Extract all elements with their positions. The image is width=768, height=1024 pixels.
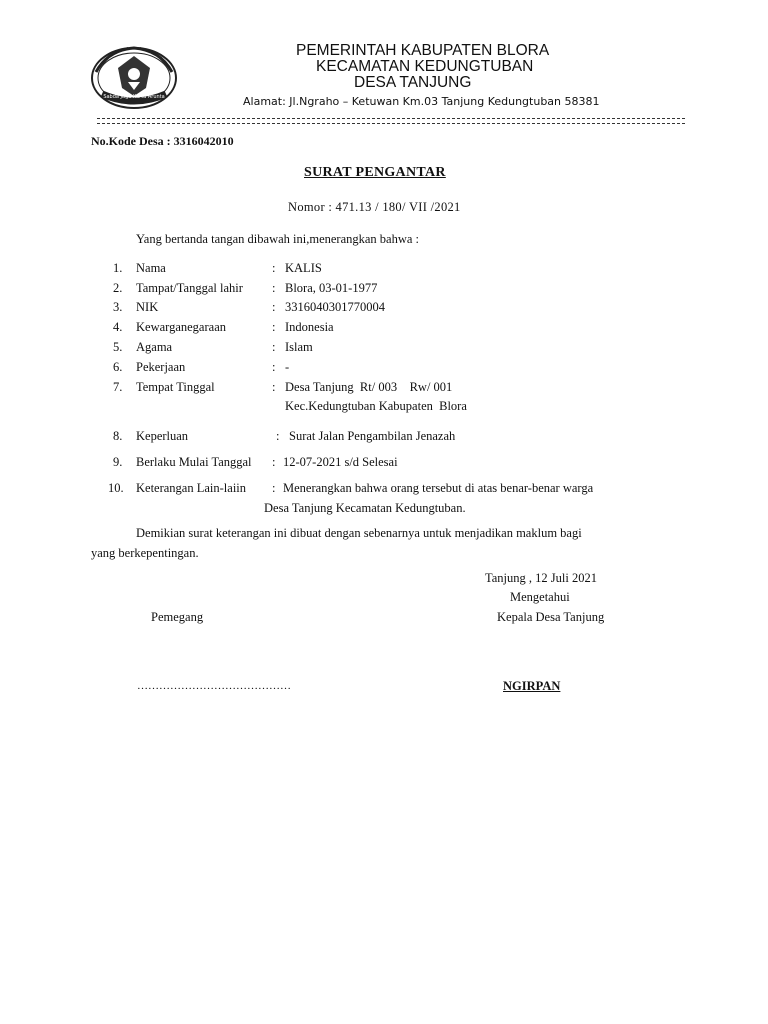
- item-value: Menerangkan bahwa orang tersebut di atas benar-benar warga: [283, 481, 594, 495]
- logo-motto: Sabda Jaga Karta Arunta: [103, 94, 165, 100]
- regency-logo: [88, 42, 180, 114]
- item-number: 9.: [113, 455, 123, 469]
- village-code: No.Kode Desa : 3316042010: [91, 134, 234, 148]
- item-colon: :: [272, 340, 276, 354]
- item-colon: :: [272, 380, 276, 394]
- header-divider-1: [97, 118, 685, 119]
- item-colon: :: [276, 429, 280, 443]
- item-colon: :: [272, 360, 276, 374]
- village-head-name: NGIRPAN: [503, 679, 561, 693]
- item-number: 1.: [113, 261, 123, 275]
- village-head-title: Kepala Desa Tanjung: [497, 610, 605, 624]
- item-value: Indonesia: [285, 320, 334, 334]
- item-colon: :: [272, 300, 276, 314]
- item-number: 10.: [108, 481, 124, 495]
- item-colon: :: [272, 320, 276, 334]
- item-label: Keterangan Lain-laiin: [136, 481, 247, 495]
- item-value-line-2: Kec.Kedungtuban Kabupaten Blora: [285, 399, 467, 413]
- item-label: Keperluan: [136, 429, 189, 443]
- item-number: 8.: [113, 429, 123, 443]
- item-number: 2.: [113, 281, 123, 295]
- item-value: Islam: [285, 340, 313, 354]
- item-value: 3316040301770004: [285, 300, 385, 314]
- item-colon: :: [272, 281, 276, 295]
- document-title: SURAT PENGANTAR: [304, 165, 446, 180]
- header-divider-2: [97, 123, 685, 124]
- item-value: 12-07-2021 s/d Selesai: [283, 455, 398, 469]
- item-number: 7.: [113, 380, 123, 394]
- header-line-3: DESA TANJUNG: [354, 74, 472, 91]
- item-label: Berlaku Mulai Tanggal: [136, 455, 252, 469]
- item-value: Blora, 03-01-1977: [285, 281, 378, 295]
- item-label: Nama: [136, 261, 166, 275]
- item-colon: :: [272, 261, 276, 275]
- item-label: NIK: [136, 300, 159, 314]
- regency-emblem-icon: [88, 42, 180, 114]
- place-date: Tanjung , 12 Juli 2021: [485, 571, 597, 585]
- item-colon: :: [272, 481, 276, 495]
- item-number: 3.: [113, 300, 123, 314]
- item-label: Pekerjaan: [136, 360, 186, 374]
- item-label: Kewarganegaraan: [136, 320, 226, 334]
- item-label: Tempat Tinggal: [136, 380, 215, 394]
- header-line-2: KECAMATAN KEDUNGTUBAN: [316, 58, 534, 75]
- item-number: 4.: [113, 320, 123, 334]
- item-colon: :: [272, 455, 276, 469]
- closing-line-2: yang berkepentingan.: [91, 546, 199, 560]
- pemegang-label: Pemegang: [151, 610, 204, 624]
- header-address: Alamat: Jl.Ngraho – Ketuwan Km.03 Tanjung Kedungtuban 58381: [243, 95, 600, 108]
- item-value: -: [285, 360, 290, 374]
- item-number: 5.: [113, 340, 123, 354]
- item-value: KALIS: [285, 261, 322, 275]
- intro-text: Yang bertanda tangan dibawah ini,menerangkan bahwa :: [136, 232, 420, 246]
- pemegang-signature-line: ……………………………………: [137, 680, 291, 692]
- item-number: 6.: [113, 360, 123, 374]
- document-number: Nomor : 471.13 / 180/ VII /2021: [288, 200, 461, 214]
- item-label: Tampat/Tanggal lahir: [136, 281, 243, 295]
- item-value-line-2: Desa Tanjung Kecamatan Kedungtuban.: [264, 501, 466, 515]
- mengetahui-label: Mengetahui: [510, 590, 570, 604]
- item-label: Agama: [136, 340, 173, 354]
- closing-line-1: Demikian surat keterangan ini dibuat dengan sebenarnya untuk menjadikan maklum bagi: [136, 526, 582, 540]
- header-line-1: PEMERINTAH KABUPATEN BLORA: [296, 42, 550, 59]
- item-value: Desa Tanjung Rt/ 003 Rw/ 001: [285, 380, 453, 394]
- item-value: Surat Jalan Pengambilan Jenazah: [289, 429, 456, 443]
